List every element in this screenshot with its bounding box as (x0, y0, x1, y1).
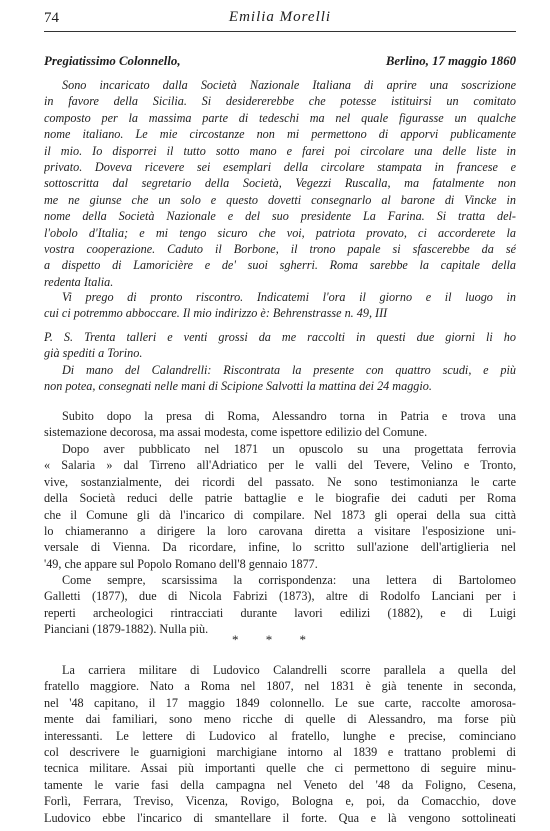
text-line: me ne giunse che un solo e questo dovetti consegnarlo al barone di Vincke in (44, 192, 516, 207)
body-paragraph-2 (44, 441, 516, 572)
text-line: l'obolo d'Italia; e mi tengo sicuro che voi, patriota provato, ci accorderete la (44, 225, 516, 240)
text-line: lo chiameranno a dirigere la loro carovana diretta a visitare l'esposizione uni- (44, 523, 516, 538)
calandrelli-note (44, 362, 516, 395)
body-paragraph-4 (44, 662, 516, 826)
text-line: Forlì, Ferrara, Treviso, Vicenza, Rovigo, Bologna e, poi, da Comacchio, dove (44, 794, 516, 809)
text-line: Galletti (1877), due di Nicola Fabrizi (1873), altre di Rodolfo Lanciani per i (44, 589, 516, 604)
text-line: sottoscritta dal segretario della Società, Vegezzi Ruscalla, ma fatalmente non (44, 176, 516, 191)
text-line: mente dai familiari, sono meno ricche di quelle di Alessandro, ma forse più (44, 712, 516, 727)
text-line: P. S. Trenta talleri e venti grossi da me raccolti in questi due giorni li ho (44, 330, 516, 344)
text-line: composto per la massima parte di tedeschi ma nel quale figurasse un qualche (44, 110, 516, 125)
text-line: già spediti a Torino. (44, 346, 143, 361)
text-line: Dopo aver pubblicato nel 1871 un opuscolo su una progettata ferrovia (62, 442, 516, 456)
letter-paragraph-2 (44, 289, 516, 322)
text-line: col descrivere le guarnigioni marchigiane intorno al 1839 e trattano problemi di (44, 744, 516, 759)
text-line: tecnica militare. Assai più importanti quelle che ci permettono di seguire minu- (44, 761, 516, 776)
text-line: Subito dopo la presa di Roma, Alessandro torna in Patria e trova una (62, 409, 516, 423)
text-line: '49, che appare sul Popolo Romano dell'8 gennaio 1877. (44, 556, 318, 571)
letter-postscript (44, 329, 516, 362)
running-title: Emilia Morelli (228, 9, 332, 25)
text-line: vostra cooperazione. Caduto il Borbone, il trono papale si sfascerebbe da sé (44, 241, 516, 256)
text-line: della Società reduci delle patrie battaglie e le biografie dei caduti per Roma (44, 491, 516, 506)
text-line: Di mano del Calandrelli: Riscontrata la presente con quattro scudi, e più (62, 363, 516, 377)
text-line: versale di Vienna. Da ricordare, infine, lo scritto sull'azione dell'artiglieria nel (44, 540, 516, 555)
text-line: il mio. Io disporrei il tutto sotto mano e farei poi circolare una delle liste in (44, 143, 516, 158)
letter-heading (44, 54, 516, 70)
letter-salutation: Pregiatissimo Colonnello, (44, 54, 181, 68)
page-header (44, 8, 516, 30)
text-line: « Salaria » dal Tirreno all'Adriatico per le valli del Tevere, Velino e Tronto, (44, 458, 516, 473)
letter-dateline: Berlino, 17 maggio 1860 (385, 54, 516, 68)
header-rule (44, 31, 516, 32)
text-line: non potea, consegnati nelle mani di Scipione Salvotti la mattina dei 24 maggio. (44, 379, 432, 394)
text-line: Sono incaricato dalla Società Nazionale Italiana di aprire una soscrizione (62, 78, 516, 92)
text-line: vive, sostanzialmente, dei ricordi del passato. Ne sono testimonianza le carte (44, 474, 516, 489)
text-line: reperti archeologici rintracciati durante lavori edilizi (1882), e di Luigi (44, 605, 516, 620)
text-line: sistemazione decorosa, ma assai modesta, come ispettore edilizio del Comune. (44, 425, 428, 440)
text-line: Come sempre, scarsissima la corrispondenza: una lettera di Bartolomeo (62, 573, 516, 587)
text-line: in favore della Sicilia. Si desidererebbe che potesse istituirsi un comitato (44, 94, 516, 109)
text-line: redenta Italia. (44, 274, 114, 289)
text-line: Ludovico ebbe l'incarico di smantellare il forte. Qua e là vengono sottolineati (44, 810, 516, 825)
text-line: interessanti. Le lettere di Ludovico al fratello, lunghe e precise, cominciano (44, 728, 516, 743)
text-line: privato. Doveva ricevere sei esemplari della circolare stampata in francese e (44, 159, 516, 174)
text-line: La carriera militare di Ludovico Calandrelli scorre parallela a quella del (62, 663, 516, 677)
text-line: nome italiano. Le mie circostanze non mi permettono di apporvi publicamente (44, 127, 516, 142)
letter-paragraph-1 (44, 77, 516, 290)
page-number: 74 (44, 10, 59, 26)
text-line: Vi prego di pronto riscontro. Indicatemi l'ora il giorno e il luogo in (62, 290, 516, 304)
text-line: tamente le varie fasi della campagna nel Veneto del '48 da Foligno, Cesena, (44, 777, 516, 792)
text-line: Pianciani (1879-1882). Nulla più. (44, 622, 209, 637)
text-line: cui ci potremmo abboccare. Il mio indirizzo è: Behrenstrasse n. 49, III (44, 306, 388, 321)
section-separator: * * * (232, 632, 318, 647)
body-paragraph-1 (44, 408, 516, 441)
body-paragraph-3 (44, 572, 516, 638)
text-line: a dispetto di Lamoricière e de' suoi sgherri. Roma sarebbe la capitale della (44, 258, 516, 273)
text-line: che il Comune gli dà l'incarico di compilare. Nel 1873 gli operai della sua città (44, 507, 516, 522)
text-line: fratello maggiore. Nato a Roma nel 1807, nel 1831 è già tenente in seconda, (44, 679, 516, 694)
text-line: nome della Società Nazionale e del suo presidente La Farina. Si tratta del- (44, 209, 516, 224)
text-line: nel '48 capitano, il 17 maggio 1849 colonnello. Le sue carte, raccolte amorosa- (44, 695, 516, 710)
